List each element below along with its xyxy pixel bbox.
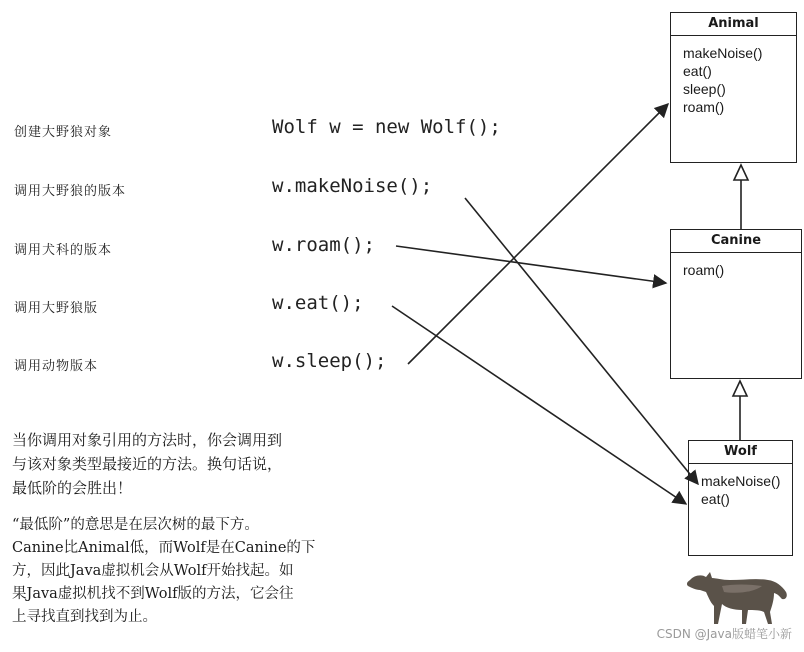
arrow-roam-to-canine xyxy=(396,246,666,283)
method-item: roam() xyxy=(683,262,725,278)
arrow-sleep-to-animal xyxy=(408,104,668,364)
explanation-line: 方，因此Java虚拟机会从Wolf开始找起。如 xyxy=(12,563,294,579)
explanation-line: 与该对象类型最接近的方法。换句话说， xyxy=(12,455,283,473)
explanation-line: “最低阶”的意思是在层次树的最下方。 xyxy=(12,517,259,533)
class-name-canine: Canine xyxy=(671,230,801,253)
explanation-line: 当你调用对象引用的方法时，你会调用到 xyxy=(12,431,283,449)
row-label-wolf-version: 调用大野狼的版本 xyxy=(14,184,127,199)
row-label-canine-version: 调用犬科的版本 xyxy=(14,243,113,258)
method-item: roam() xyxy=(683,99,725,115)
code-sleep: w.sleep(); xyxy=(272,350,387,372)
explanation-line: Canine比Animal低，而Wolf是在Canine的下 xyxy=(12,540,316,556)
watermark: CSDN @Java版蜡笔小新 xyxy=(656,627,792,641)
method-item: makeNoise() xyxy=(683,45,763,61)
method-item: makeNoise() xyxy=(701,473,781,489)
explanation-paragraph-2 xyxy=(12,514,372,629)
row-label-create-wolf: 创建大野狼对象 xyxy=(14,125,113,140)
explanation-line: 上寻找直到找到为止。 xyxy=(12,609,157,625)
row-label-animal-version: 调用动物版本 xyxy=(14,359,99,374)
method-item: sleep() xyxy=(683,81,726,97)
explanation-line: 果Java虚拟机找不到Wolf版的方法，它会往 xyxy=(12,586,294,602)
method-item: eat() xyxy=(683,63,712,79)
code-roam: w.roam(); xyxy=(272,234,375,256)
inheritance-triangle-canine xyxy=(733,381,747,396)
explanation-line: 最低阶的会胜出！ xyxy=(12,479,133,497)
code-eat: w.eat(); xyxy=(272,292,364,314)
code-make-noise: w.makeNoise(); xyxy=(272,175,433,197)
class-name-wolf: Wolf xyxy=(689,441,792,464)
inheritance-triangle-animal xyxy=(734,165,748,180)
wolf-illustration xyxy=(682,566,792,628)
code-new-wolf: Wolf w = new Wolf(); xyxy=(272,116,501,138)
row-label-wolf-eat: 调用大野狼版 xyxy=(14,301,99,316)
arrow-make-noise-to-wolf xyxy=(465,198,698,484)
class-name-animal: Animal xyxy=(671,13,796,36)
explanation-paragraph-1 xyxy=(12,428,372,500)
method-item: eat() xyxy=(701,491,730,507)
